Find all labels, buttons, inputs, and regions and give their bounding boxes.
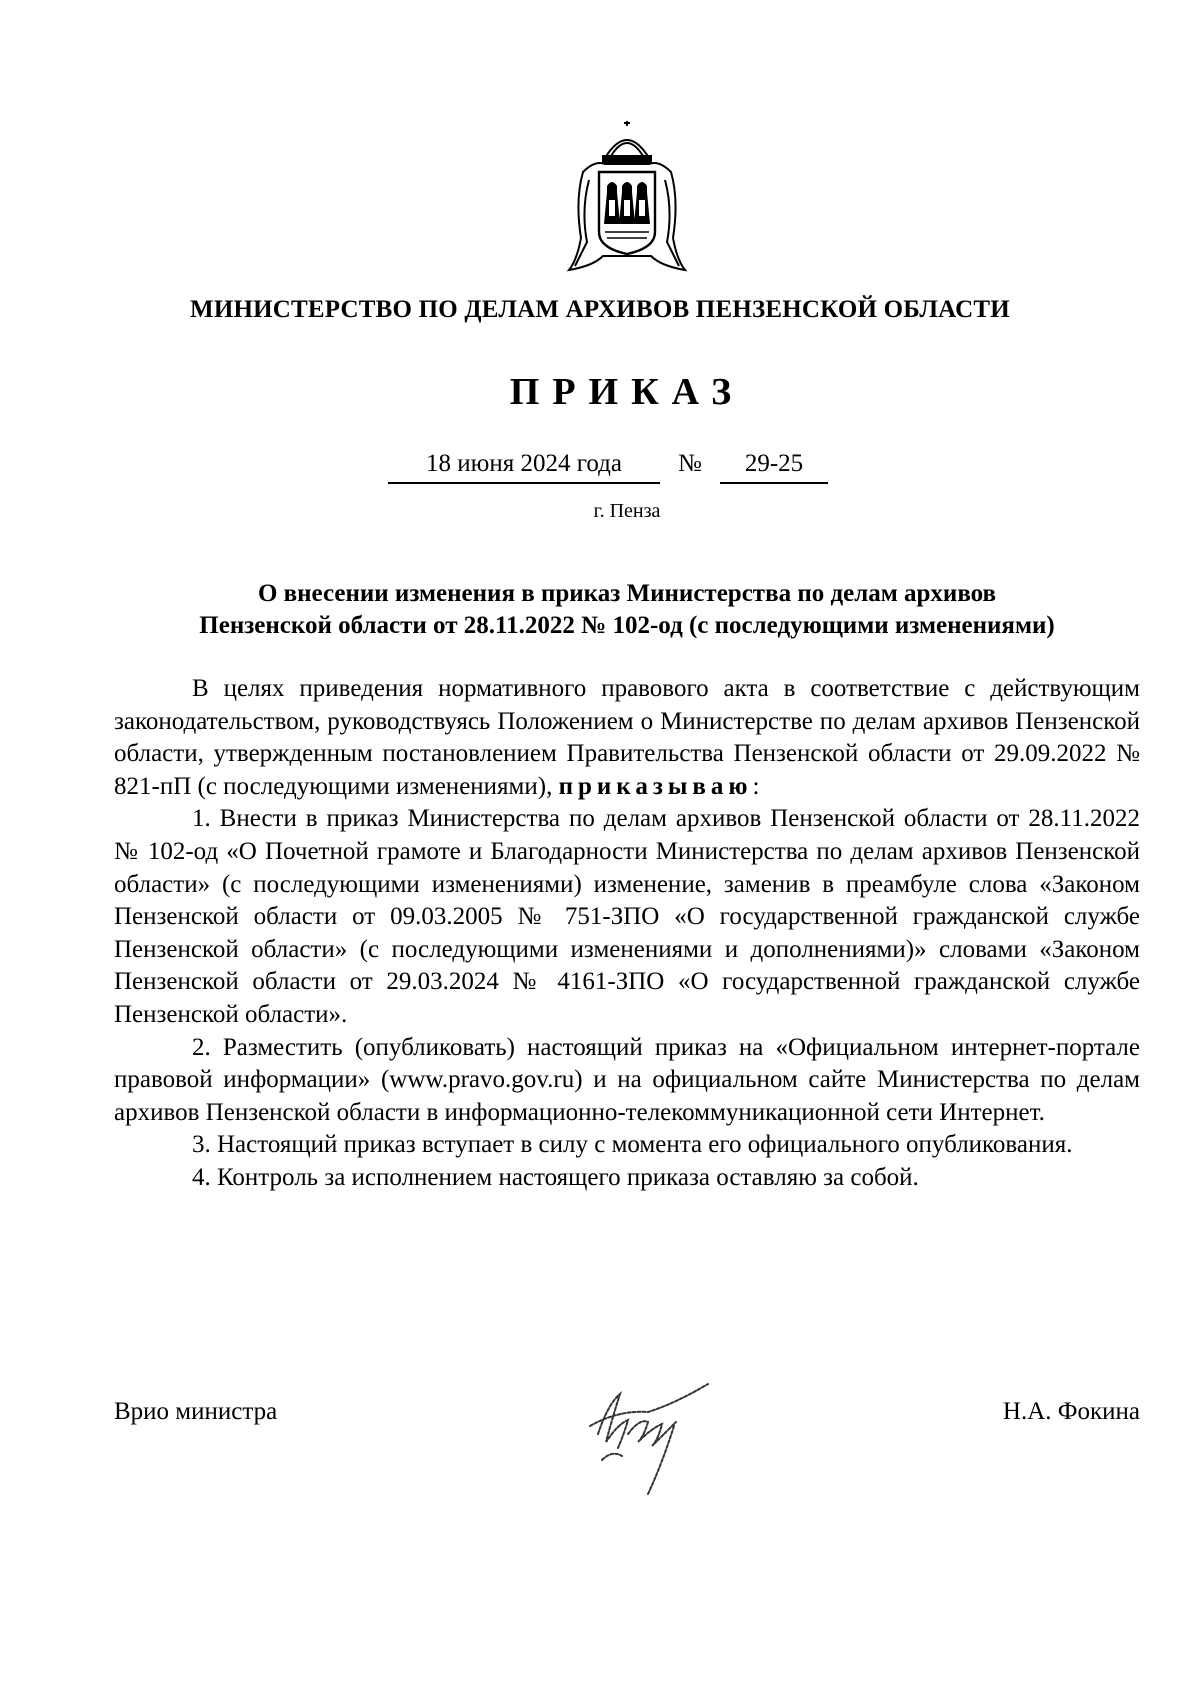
document-date: 18 июня 2024 года	[388, 450, 660, 484]
order-colon: :	[752, 772, 760, 800]
order-item-4: 4. Контроль за исполнением настоящего приказа оставляю за собой.	[192, 1163, 919, 1191]
order-item-1: 1. Внести в приказ Министерства по делам архивов Пензенской области от 28.11.2022 № 102-од «О Почетной грамоте и Благодарности Министерства по делам архивов Пензенской области» (с последующими изменениями) изменение, заменив в преамбуле слова «Законом Пензенской области от 09.03.2005 № 751-ЗПО «О государственной гражданской службе Пензенской области» (с последующими изменениями и дополнениями)» словами «Законом Пензенской области от 29.03.2024 № 4161-ЗПО «О государственной гражданской службе Пензенской области».	[114, 805, 1140, 1028]
document-number: 29-25	[720, 450, 828, 484]
preamble-text: В целях приведения нормативного правового акта в соответствие с действующим законодательством, руководствуясь Положением о Министерстве по делам архивов Пензенской области, утвержденным постановлением Правительства Пензенской области от 29.09.2022 № 821-пП (с последующими изменениями),	[114, 675, 1140, 800]
document-body	[114, 673, 1140, 1195]
coat-of-arms-icon	[565, 120, 689, 275]
document-type: ПРИКАЗ	[509, 371, 745, 413]
date-number-line	[388, 450, 828, 486]
order-item-2: 2. Разместить (опубликовать) настоящий приказ на «Официальном интернет-портале правовой информации» (www.pravo.gov.ru) и на официальном сайте Министерства по делам архивов Пензенской области в информационно-телекоммуникационной сети Интернет.	[114, 1033, 1140, 1126]
title-line-1: О внесении изменения в приказ Министерства по делам архивов	[257, 580, 997, 607]
organization-name: МИНИСТЕРСТВО ПО ДЕЛАМ АРХИВОВ ПЕНЗЕНСКОЙ ОБЛАСТИ	[190, 296, 1010, 323]
order-item-3: 3. Настоящий приказ вступает в силу с момента его официального опубликования.	[192, 1131, 1073, 1159]
preamble-paragraph	[114, 673, 1140, 803]
document-title	[100, 578, 1154, 642]
number-sign: №	[678, 450, 702, 477]
title-line-2: Пензенской области от 28.11.2022 № 102-од (с последующими изменениями)	[199, 612, 1055, 639]
signer-name: Н.А. Фокина	[1002, 1398, 1140, 1425]
signer-role: Врио министра	[114, 1398, 278, 1425]
handwritten-signature-icon	[578, 1364, 728, 1514]
city-name: г. Пенза	[593, 500, 661, 522]
order-word: приказываю	[558, 772, 753, 800]
